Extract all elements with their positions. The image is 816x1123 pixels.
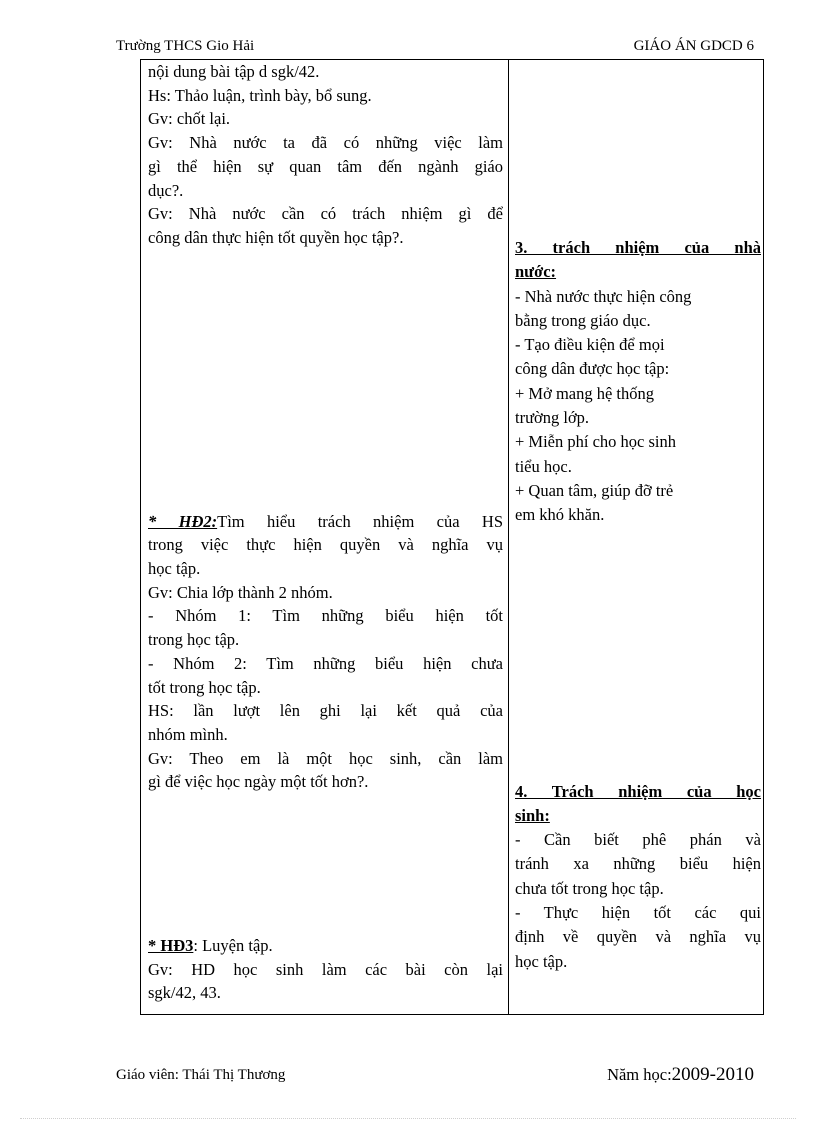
section-4-heading: 4. Trách nhiệm của học bbox=[515, 781, 761, 801]
text-line: Gv: chốt lại. bbox=[148, 109, 231, 129]
text-line: HS: lần lượt lên ghi lại kết quả của bbox=[148, 701, 503, 721]
page-bottom-border bbox=[20, 1118, 796, 1119]
hd2-title-line bbox=[148, 510, 503, 534]
school-year-label: Năm học: bbox=[607, 1065, 672, 1084]
text-line: gì để việc học ngày một tốt hơn?. bbox=[148, 772, 369, 792]
text-line: Gv: HD học sinh làm các bài còn lại bbox=[148, 959, 503, 979]
section-4-heading-cont: sinh: bbox=[515, 805, 550, 825]
text-line: công dân được học tập: bbox=[515, 359, 670, 379]
hd3-title-line bbox=[148, 934, 503, 958]
school-year bbox=[607, 1064, 754, 1086]
content-column bbox=[515, 60, 761, 974]
text-line: nội dung bài tập d sgk/42. bbox=[148, 62, 320, 81]
text-line: Gv: Chia lớp thành 2 nhóm. bbox=[148, 582, 333, 602]
text-line: nhóm mình. bbox=[148, 724, 228, 744]
spacer bbox=[148, 794, 503, 934]
text-line: + Quan tâm, giúp đỡ trẻ bbox=[515, 480, 674, 500]
document-title: GIÁO ÁN GDCD 6 bbox=[633, 38, 754, 54]
text-line: tránh xa những biểu hiện bbox=[515, 854, 761, 874]
text-line: - Nhà nước thực hiện công bbox=[515, 286, 692, 306]
text-line: chưa tốt trong học tập. bbox=[515, 878, 664, 898]
lesson-table bbox=[140, 59, 764, 1015]
text-line: trong học tập. bbox=[148, 630, 240, 650]
text-line: - Nhóm 2: Tìm những biểu hiện chưa bbox=[148, 653, 503, 673]
school-name: Trường THCS Gio Hải bbox=[116, 38, 255, 54]
text-line: + Miễn phí cho học sinh bbox=[515, 432, 676, 452]
text-line: dục?. bbox=[148, 180, 184, 200]
text-line: trường lớp. bbox=[515, 408, 590, 428]
spacer bbox=[148, 250, 503, 510]
section-3-heading: 3. trách nhiệm của nhà bbox=[515, 238, 761, 257]
text-line: - Nhóm 1: Tìm những biểu hiện tốt bbox=[148, 606, 503, 626]
text-line: định về quyền và nghĩa vụ bbox=[515, 927, 761, 947]
spacer bbox=[515, 60, 761, 236]
text-line: Gv: Nhà nước cần có trách nhiệm gì để bbox=[148, 204, 503, 224]
column-divider bbox=[508, 60, 509, 1014]
text-line: học tập. bbox=[148, 559, 201, 579]
text-line: tiểu học. bbox=[515, 456, 572, 476]
text-line: Gv: Theo em là một học sinh, cần làm bbox=[148, 748, 503, 768]
text-line: tốt trong học tập. bbox=[148, 677, 261, 697]
hd2-label: * HĐ2: bbox=[148, 511, 218, 531]
page-header bbox=[116, 38, 756, 60]
teacher-name: Giáo viên: Thái Thị Thương bbox=[116, 1067, 286, 1083]
text-line: + Mở mang hệ thống bbox=[515, 383, 655, 403]
hd2-text: Tìm hiểu trách nhiệm của HS bbox=[217, 511, 503, 531]
text-line: sgk/42, 43. bbox=[148, 983, 221, 1003]
hd3-text: : Luyện tập. bbox=[193, 936, 273, 956]
text-line: Hs: Thảo luận, trình bày, bổ sung. bbox=[148, 85, 372, 105]
text-line: - Cần biết phê phán và bbox=[515, 830, 761, 850]
text-line: học tập. bbox=[515, 951, 568, 971]
section-3-heading-cont: nước: bbox=[515, 262, 557, 282]
activities-column bbox=[148, 60, 503, 1005]
text-line: em khó khăn. bbox=[515, 505, 605, 525]
page-footer bbox=[116, 1064, 756, 1088]
hd3-label: * HĐ3 bbox=[148, 936, 194, 956]
text-line: bằng trong giáo dục. bbox=[515, 310, 651, 330]
text-line: trong việc thực hiện quyền và nghĩa vụ bbox=[148, 535, 503, 555]
school-year-value: 2009-2010 bbox=[671, 1064, 754, 1085]
spacer bbox=[515, 528, 761, 780]
text-line: công dân thực hiện tốt quyền học tập?. bbox=[148, 227, 404, 247]
text-line: Gv: Nhà nước ta đã có những việc làm bbox=[148, 133, 503, 153]
text-line: gì thể hiện sự quan tâm đến ngành giáo bbox=[148, 156, 503, 176]
text-line: - Tạo điều kiện để mọi bbox=[515, 335, 665, 355]
text-line: - Thực hiện tốt các qui bbox=[515, 903, 761, 923]
